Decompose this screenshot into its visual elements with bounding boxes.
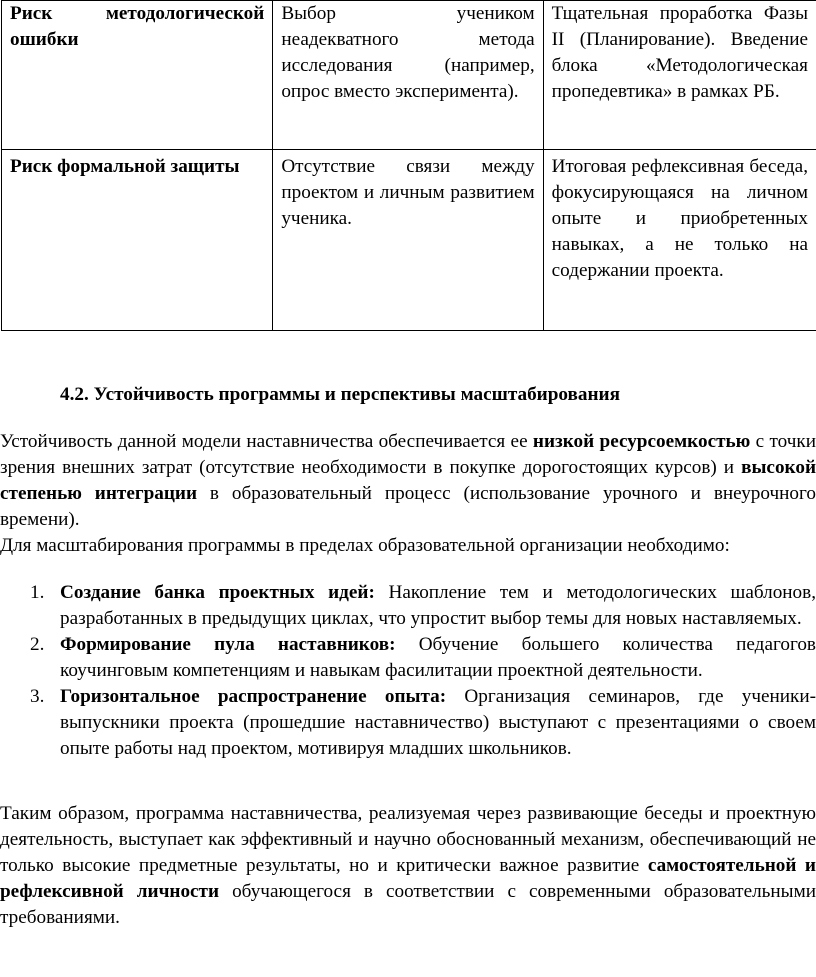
text-run: в образовательный процесс (использование урочного и внеурочного времени).: [0, 483, 816, 530]
conclusion-paragraph: [0, 801, 816, 931]
sustainability-paragraph: [0, 429, 816, 533]
list-item: [0, 632, 816, 684]
text-run: с точки зрения внешних затрат (отсутствие необходимости в покупке дорогостоящих курсов) и: [0, 431, 816, 478]
list-number: 1.: [30, 582, 45, 603]
risk-measure-cell: Тщательная проработка Фазы II (Планирование). Введение блока «Методологическая пропедевтика» в рамках РБ.: [543, 1, 816, 150]
list-item-text: Организация семинаров, где ученики-выпускники проекта (прошедшие наставничество) выступают с презентациями о своем опыте работы над проектом, мотивируя младших школьников.: [60, 686, 816, 759]
list-item: [0, 580, 816, 632]
text-run: Устойчивость данной модели наставничества обеспечивается ее: [0, 431, 533, 452]
list-number: 3.: [30, 686, 45, 707]
text-run: обучающегося в соответствии с современными образовательными требованиями.: [0, 881, 816, 928]
section-heading: 4.2. Устойчивость программы и перспективы масштабирования: [60, 384, 620, 405]
list-item-text: Обучение большего количества педагогов коучинговым компетенциям и навыкам фасилитации проектной деятельности.: [60, 634, 816, 681]
list-item-text: Накопление тем и методологических шаблонов, разработанных в предыдущих циклах, что упростит выбор темы для новых наставляемых.: [60, 582, 816, 629]
scaling-intro-paragraph: Для масштабирования программы в пределах образовательной организации необходимо:: [0, 535, 730, 556]
risk-name-cell: Риск методологической ошибки: [2, 1, 273, 150]
list-item-title: Создание банка проектных идей:: [60, 582, 375, 603]
bold-term: низкой ресурсоемкостью: [532, 431, 751, 452]
risk-measure-cell: Итоговая рефлексивная беседа, фокусирующаяся на личном опыте и приобретенных навыках, а не только на содержании проекта.: [543, 150, 816, 331]
list-number: 2.: [30, 634, 45, 655]
list-item-title: Горизонтальное распространение опыта:: [60, 686, 447, 707]
table-row: [2, 150, 816, 331]
table-row: [2, 1, 816, 150]
risk-name-cell: Риск формальной защиты: [2, 150, 273, 331]
list-item: [0, 684, 816, 762]
bold-term: самостоятельной и рефлексивной личности: [0, 855, 816, 902]
list-item-title: Формирование пула наставников:: [60, 634, 396, 655]
scaling-steps-list: [0, 580, 816, 762]
bold-term: высокой степенью интеграции: [0, 457, 816, 504]
risk-table: [1, 0, 816, 331]
risk-description-cell: Выбор учеником неадекватного метода исследования (например, опрос вместо эксперимента).: [273, 1, 543, 150]
text-run: Таким образом, программа наставничества, реализуемая через развивающие беседы и проектную деятельность, выступает как эффективный и научно обоснованный механизм, обеспечивающий не только высокие предметные результаты, но и критически важное развитие: [0, 803, 816, 876]
risk-description-cell: Отсутствие связи между проектом и личным развитием ученика.: [273, 150, 543, 331]
